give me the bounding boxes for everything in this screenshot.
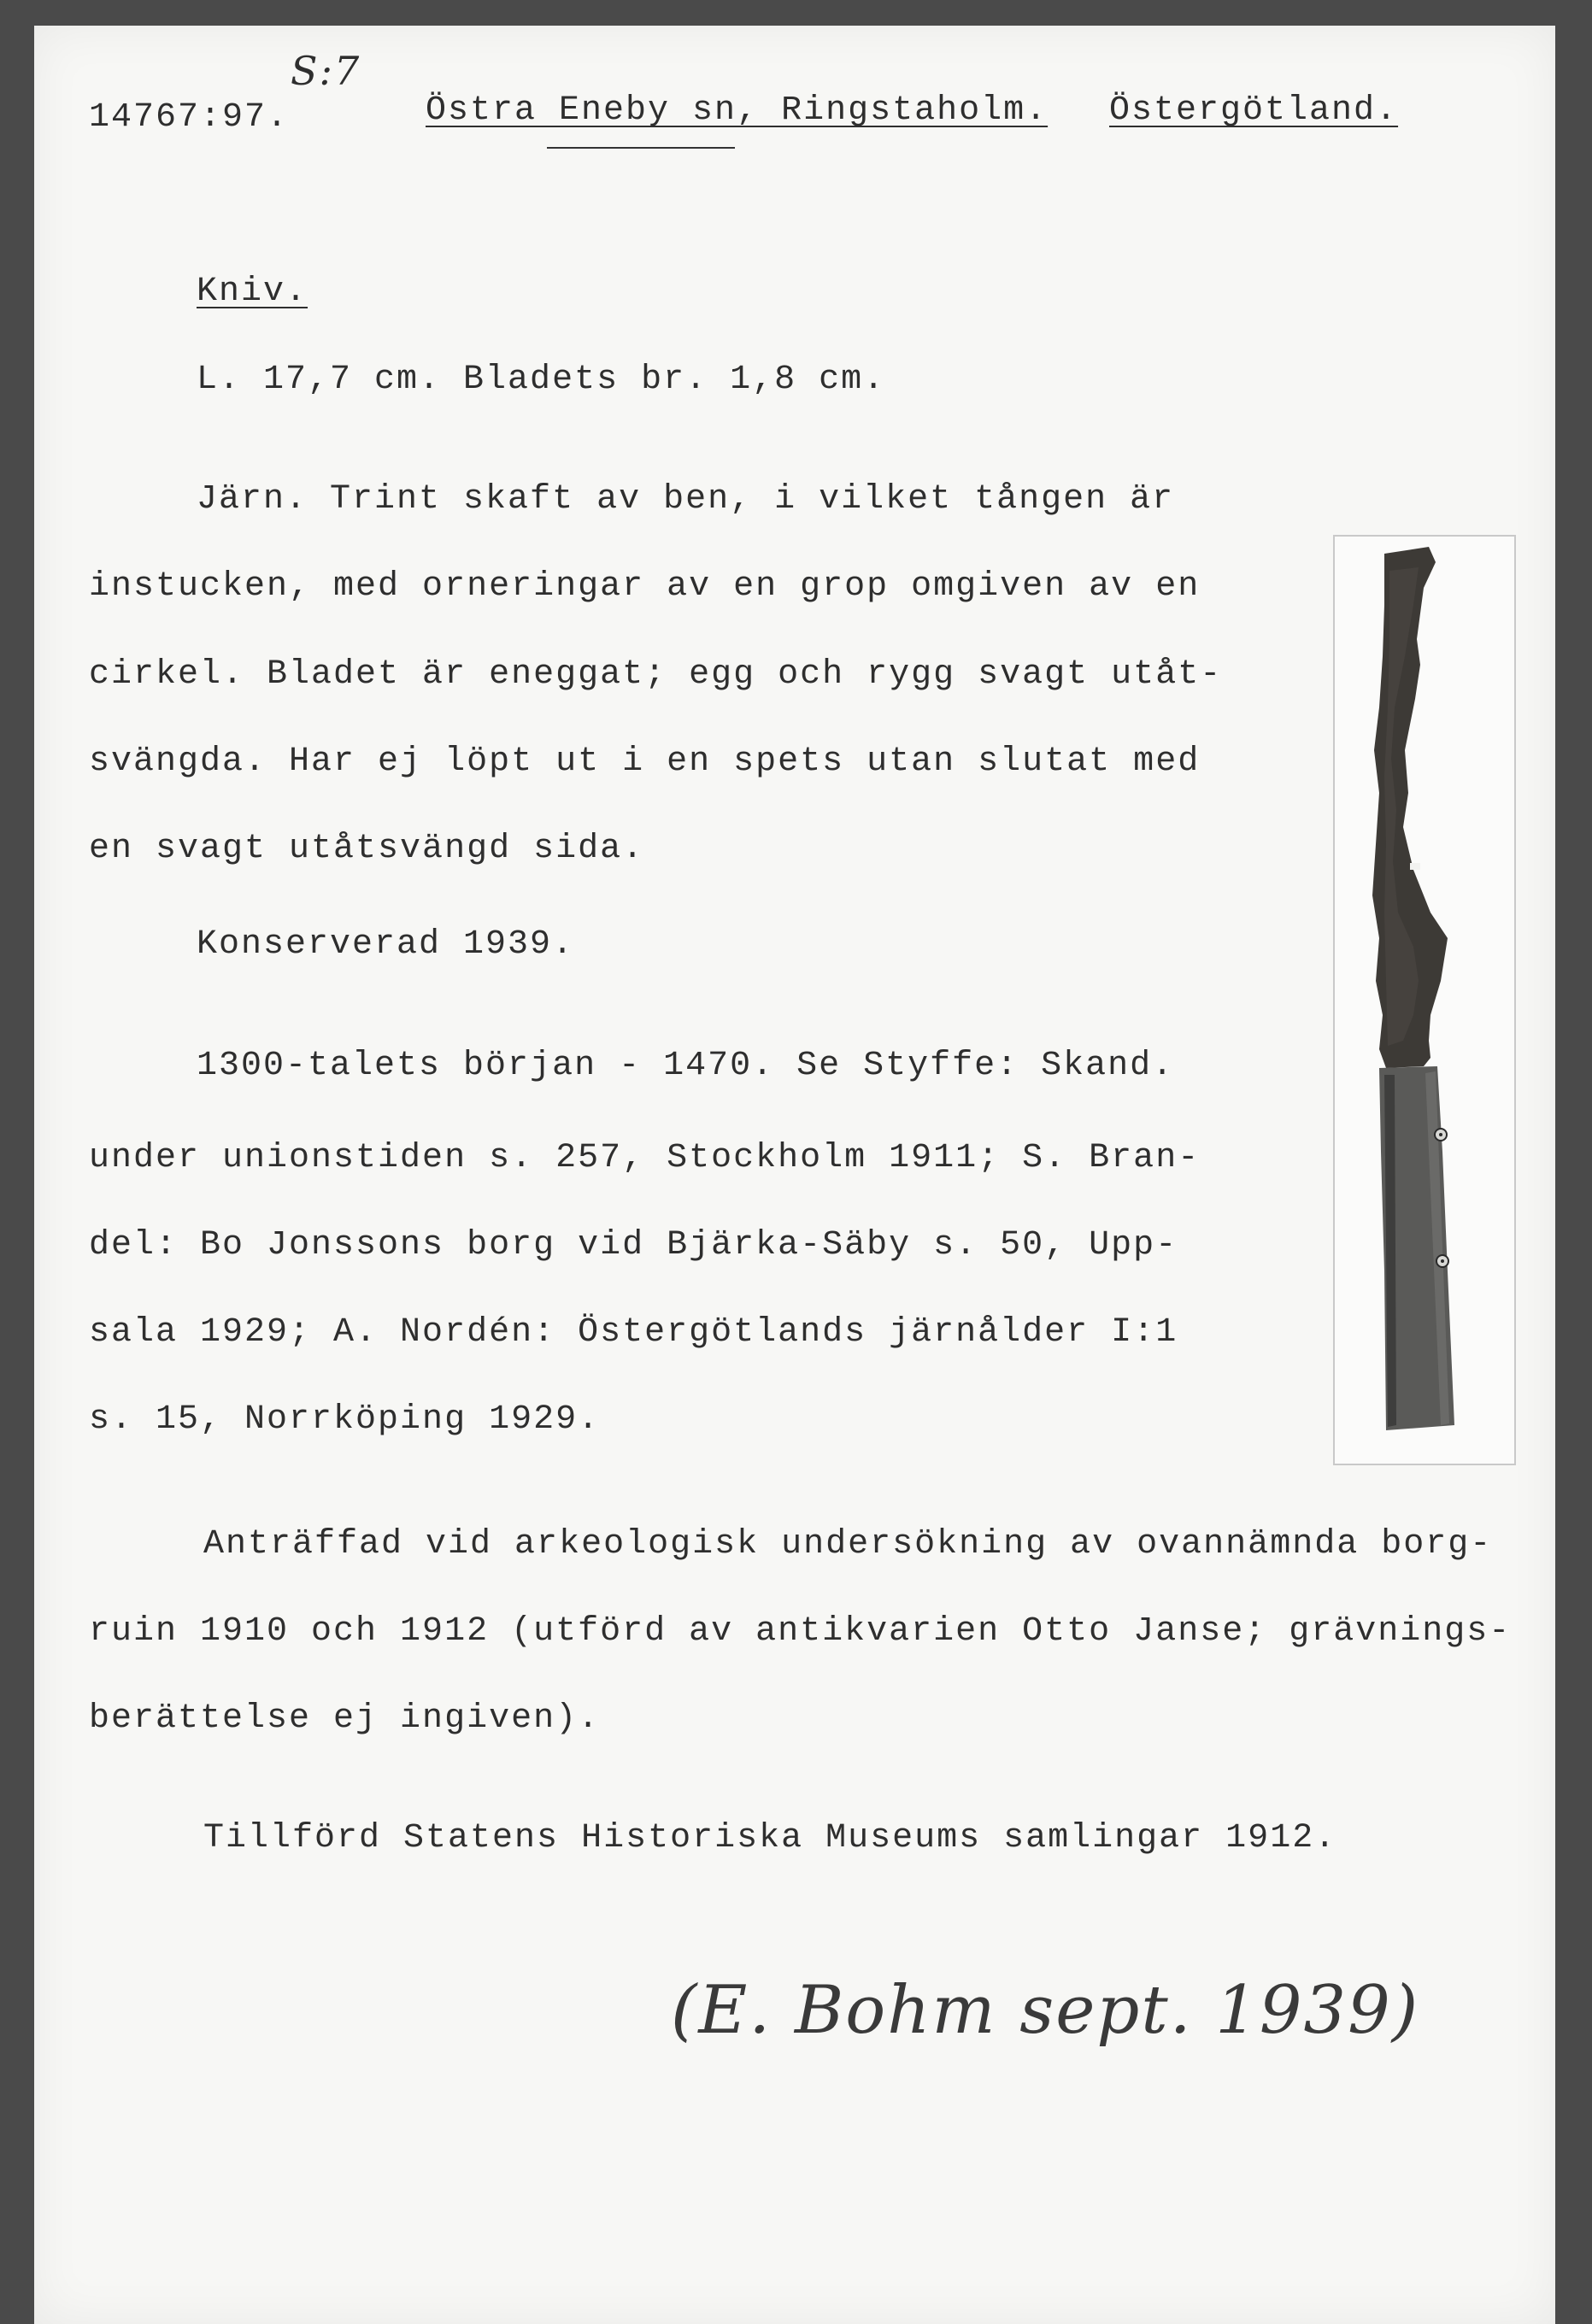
description-line: Järn. Trint skaft av ben, i vilket tången är (197, 480, 1175, 519)
find-line: berättelse ej ingiven). (89, 1699, 601, 1738)
find-line: ruin 1910 och 1912 (utförd av antikvarien Otto Janse; grävnings- (89, 1612, 1512, 1651)
pencil-number: S:7 (291, 48, 361, 94)
province: Östergötland. (1109, 91, 1399, 130)
dating-line: s. 15, Norrköping 1929. (89, 1400, 601, 1439)
dating-line: del: Bo Jonssons borg vid Bjärka-Säby s. 50, Upp- (89, 1226, 1178, 1265)
description-line: instucken, med orneringar av en grop omgiven av en (89, 567, 1201, 606)
object-title: Kniv. (197, 273, 308, 311)
description-line: en svagt utåtsvängd sida. (89, 830, 645, 868)
conservation-note: Konserverad 1939. (197, 925, 575, 964)
catalog-number: 14767:97. (89, 98, 290, 137)
description-line: svängda. Har ej löpt ut i en spets utan slutat med (89, 742, 1201, 781)
dimensions: L. 17,7 cm. Bladets br. 1,8 cm. (197, 361, 886, 399)
dating-line: 1300-talets början - 1470. Se Styffe: Skand. (197, 1047, 1175, 1085)
blade-hole (1410, 863, 1420, 870)
dating-line: under unionstiden s. 257, Stockholm 1911; S. Bran- (89, 1139, 1201, 1177)
find-line: Anträffad vid arkeologisk undersökning av ovannämnda borg- (203, 1525, 1493, 1564)
knife-photograph (1333, 535, 1516, 1465)
description-line: cirkel. Bladet är eneggat; egg och rygg svagt utåt- (89, 655, 1223, 694)
find-location: Östra Eneby sn, Ringstaholm. (426, 91, 1049, 130)
catalog-card (34, 26, 1555, 2324)
knife-image (1335, 537, 1514, 1464)
acquisition-note: Tillförd Statens Historiska Museums samlingar 1912. (203, 1819, 1337, 1857)
pencil-underline (547, 147, 735, 149)
dating-line: sala 1929; A. Nordén: Östergötlands järnålder I:1 (89, 1313, 1178, 1352)
handwritten-signature: (E. Bohm sept. 1939) (671, 1972, 1420, 2049)
